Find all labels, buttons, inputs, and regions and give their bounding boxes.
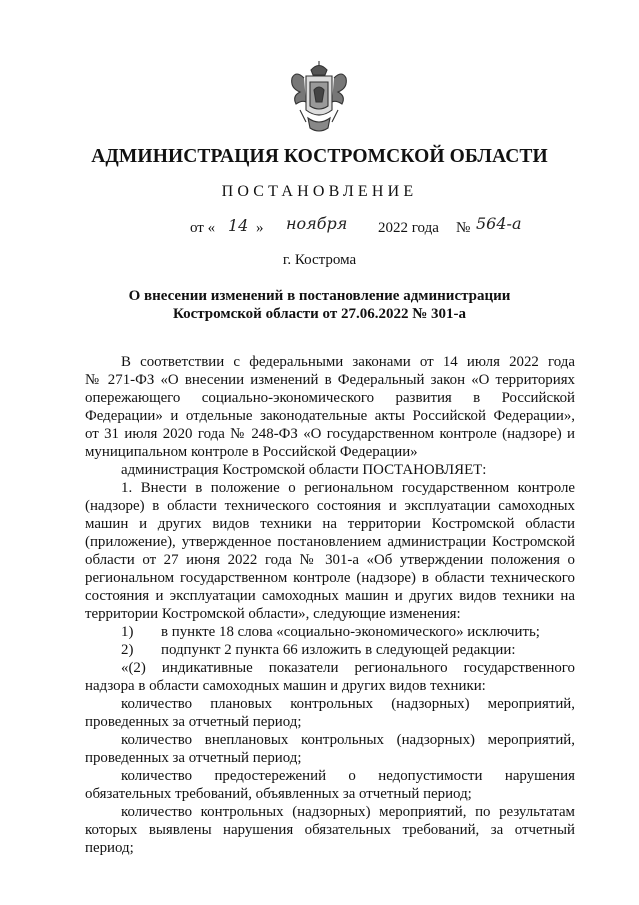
date-month: ноября: [286, 214, 348, 233]
list-item-number: 1): [121, 624, 134, 640]
list-item: [85, 623, 575, 641]
date-year: 2022 года: [378, 220, 439, 236]
body-line: «(2) индикативные показатели регионального государственного: [121, 660, 575, 676]
body-line: проведенных за отчетный период;: [85, 750, 302, 766]
body-line: период;: [85, 840, 134, 856]
list-item-text: в пункте 18 слова «социально-экономического» исключить;: [161, 624, 540, 640]
list-item-text: подпункт 2 пункта 66 изложить в следующей редакции:: [161, 642, 516, 658]
city: г. Кострома: [282, 252, 357, 268]
body-line: количество предостережений о недопустимости нарушения: [121, 768, 575, 784]
title-line: Костромской области от 27.06.2022 № 301-а: [172, 306, 467, 322]
body-line: региональном государственном контроле (надзоре) в области технического: [85, 570, 575, 586]
resolves-line: администрация Костромской области ПОСТАНОВЛЯЕТ:: [121, 462, 487, 478]
document-type: ПОСТАНОВЛЕНИЕ: [221, 183, 418, 200]
title-line: О внесении изменений в постановление администрации: [128, 288, 511, 304]
body-line: области от 27 июня 2022 года № 301-а «Об утверждении положения о: [85, 552, 575, 568]
list-item: [85, 641, 575, 659]
body-line: обязательных требований, объявленных за отчетный период;: [85, 786, 472, 802]
document-number: 564-а: [476, 214, 522, 233]
body-line: 1. Внести в положение о региональном государственном контроле: [121, 480, 575, 496]
document-body: [85, 353, 575, 857]
body-line: машин и других видов техники на территории Костромской области: [85, 516, 575, 532]
body-line: количество внеплановых контрольных (надзорных) мероприятий,: [121, 732, 575, 748]
body-line: надзора в области самоходных машин и других видов техники:: [85, 678, 486, 694]
body-line: проведенных за отчетный период;: [85, 714, 302, 730]
date-close-quote: »: [256, 220, 264, 236]
date-number-line: [190, 214, 590, 244]
body-line: которых выявлены нарушения обязательных требований, за отчетный: [85, 822, 575, 838]
list-item-number: 2): [121, 642, 134, 658]
body-line: опережающего социально-экономического развития в Российской: [85, 390, 575, 406]
date-prefix: от «: [190, 220, 216, 236]
body-line: состояния и эксплуатации самоходных машин и других видов техники на: [85, 588, 575, 604]
body-line: количество плановых контрольных (надзорных) мероприятий,: [121, 696, 575, 712]
body-line: № 271-ФЗ «О внесении изменений в Федеральный закон «О территориях: [85, 372, 575, 388]
body-line: количество контрольных (надзорных) мероприятий, по результатам: [121, 804, 575, 820]
body-line: (надзоре) в области технического состояния и эксплуатации самоходных: [85, 498, 575, 514]
number-sign: №: [456, 220, 471, 236]
coat-of-arms-icon: [288, 60, 350, 136]
organization-name: АДМИНИСТРАЦИЯ КОСТРОМСКОЙ ОБЛАСТИ: [91, 146, 548, 167]
body-line: Федерации» и отдельные законодательные акты Российской Федерации»,: [85, 408, 575, 424]
body-line: от 31 июля 2020 года № 248-ФЗ «О государственном контроле (надзоре) и: [85, 426, 575, 442]
date-day: 14: [228, 216, 249, 235]
body-line: (приложение), утвержденное постановлением администрации Костромской: [85, 534, 575, 550]
body-line: территории Костромской области», следующие изменения:: [85, 606, 461, 622]
body-line: муниципальном контроле в Российской Федерации»: [85, 444, 418, 460]
document-title: [60, 287, 579, 323]
body-line: В соответствии с федеральными законами от 14 июля 2022 года: [121, 354, 575, 370]
